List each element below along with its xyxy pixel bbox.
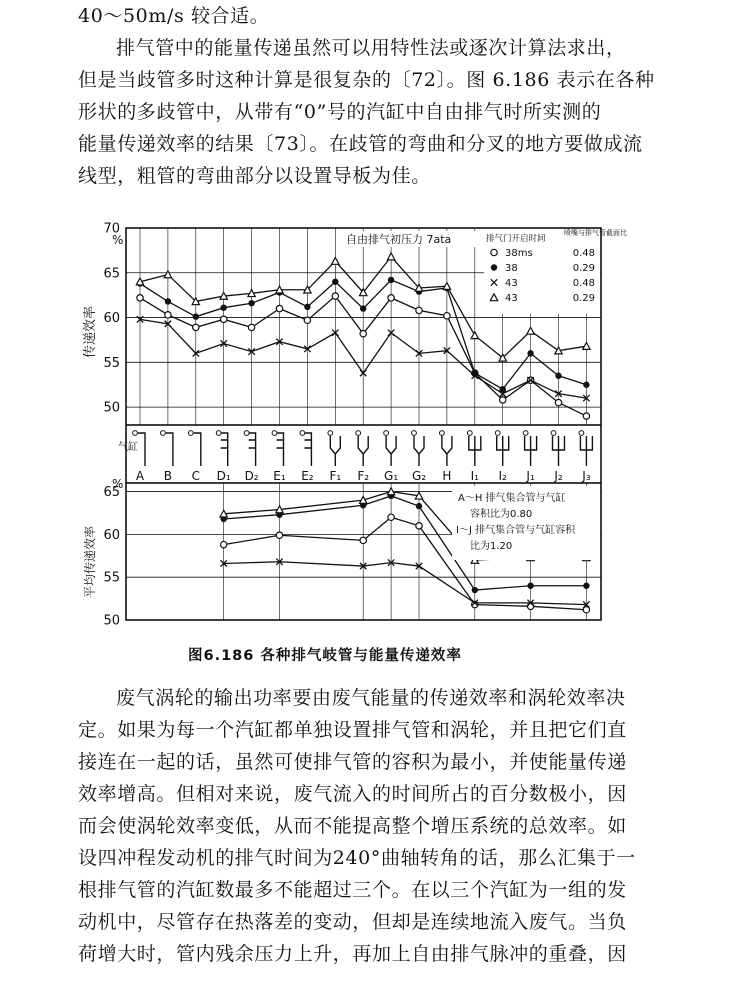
- cylinder-port: [579, 431, 584, 436]
- manifold-label: I₂: [498, 469, 507, 483]
- manifold-shape: [497, 436, 509, 466]
- data-point: [416, 523, 422, 529]
- cylinder-port: [356, 431, 361, 436]
- manifold-icon: [272, 431, 283, 466]
- y-tick-label: 55: [103, 570, 120, 586]
- y-axis-label: 平均传递效率: [83, 525, 97, 598]
- manifold-shape: [249, 433, 256, 466]
- data-point: [416, 307, 422, 313]
- text-line: 荷增大时，管内残余压力上升，再加上自由排气脉冲的重叠，因: [78, 943, 627, 965]
- annotation-ah: A～H 排气集合管与气缸: [458, 493, 566, 504]
- data-point: [388, 277, 394, 283]
- y-tick-label: 60: [103, 527, 120, 543]
- manifold-shape: [358, 436, 368, 466]
- manifold-label: C: [191, 469, 200, 483]
- legend-marker: [491, 264, 497, 270]
- manifold-shape: [330, 436, 340, 466]
- paragraph-top: [78, 0, 678, 192]
- manifold-label: J₂: [554, 469, 563, 483]
- cylinder-port: [523, 431, 528, 436]
- text-line: 但是当歧管多时这种计算是很复杂的〔72〕。图 6.186 表示在各种: [78, 69, 655, 91]
- manifold-shape: [277, 433, 284, 466]
- manifold-label: H: [442, 469, 452, 483]
- y-tick-label: 50: [103, 400, 120, 416]
- legend-header-time: 排气门开启时间: [486, 234, 546, 244]
- manifold-shape: [525, 436, 537, 466]
- manifold-label: D₁: [216, 469, 231, 483]
- cylinder-port: [384, 431, 389, 436]
- manifold-label: E₂: [301, 469, 314, 483]
- text-line: 40～50m/s 较合适。: [78, 5, 270, 27]
- data-point: [332, 257, 339, 264]
- legend-label: 43: [505, 293, 518, 304]
- data-point: [583, 343, 590, 350]
- manifold-shape: [138, 433, 145, 466]
- data-point: [471, 332, 478, 339]
- manifold-label: E₁: [273, 469, 286, 483]
- manifold-icon: [216, 431, 227, 466]
- legend-label: 43: [505, 278, 518, 289]
- paragraph-bottom: [78, 682, 678, 970]
- data-point: [360, 537, 366, 543]
- manifold-label: A: [135, 469, 145, 483]
- manifold-label: F₂: [357, 469, 370, 483]
- annotation-ij-ratio: 比为1.20: [470, 541, 513, 552]
- text-line: 而会使涡轮效率变低，从而不能提高整个增压系统的总效率。如: [78, 815, 627, 837]
- text-line: 动机中，尽管存在热落差的变动，但却是连续地流入废气。当负: [78, 911, 627, 933]
- data-point: [555, 399, 561, 405]
- cylinder-port: [412, 431, 417, 436]
- legend-ratio: 0.29: [572, 263, 595, 274]
- cylinder-port: [300, 431, 305, 436]
- manifold-shape: [166, 433, 173, 466]
- manifold-label: G₁: [384, 469, 399, 483]
- text-line: 排气管中的能量传递虽然可以用特性法或逐次计算法求出，: [116, 37, 626, 59]
- manifold-labels: [136, 469, 591, 483]
- data-point: [193, 313, 199, 319]
- series-2: [221, 559, 590, 608]
- manifold-icon: [328, 431, 340, 466]
- cylinder-port: [161, 431, 166, 436]
- manifold-shape: [469, 436, 481, 466]
- manifold-icon: [523, 431, 536, 466]
- data-point: [472, 587, 478, 593]
- text-line: 废气涡轮的输出功率要由废气能量的传递效率和涡轮效率决: [116, 687, 626, 709]
- manifold-shape: [442, 436, 452, 466]
- data-point: [221, 541, 227, 547]
- manifold-icon: [161, 431, 173, 466]
- y-tick-label: 55: [103, 355, 120, 371]
- figure-6-186: [80, 218, 640, 638]
- manifold-label: D₂: [244, 469, 259, 483]
- data-point: [388, 295, 394, 301]
- data-point: [360, 305, 366, 311]
- text-line: 效率增高。但相对来说，废气流入的时间所占的百分数极小，因: [78, 783, 627, 805]
- cylinder-port: [133, 431, 138, 436]
- data-point: [583, 413, 589, 419]
- data-point: [221, 316, 227, 322]
- data-point: [387, 253, 394, 260]
- cylinder-port: [244, 431, 249, 436]
- data-point: [165, 298, 171, 304]
- legend-ratio: 0.29: [572, 293, 595, 304]
- cylinder-port: [188, 431, 193, 436]
- cylinder-port: [467, 431, 472, 436]
- data-point: [221, 304, 227, 310]
- text-line: 能量传递效率的结果〔73〕。在歧管的弯曲和分叉的地方要做成流: [78, 133, 643, 155]
- manifold-label: I₁: [470, 469, 479, 483]
- data-point: [527, 603, 533, 609]
- cylinder-label: 气缸: [118, 442, 138, 453]
- annotation-ah-ratio: 容积比为0.80: [470, 509, 533, 520]
- data-point: [332, 279, 338, 285]
- figure-caption: 图6.186 各种排气岐管与能量传递效率: [188, 648, 462, 664]
- text-line: 接连在一起的话，虽然可使排气管的容积为最小，并使能量传递: [78, 751, 627, 773]
- y-tick-label: 70: [103, 221, 120, 237]
- text-line: 形状的多歧管中，从带有“0”号的汽缸中自由排气时所实测的: [78, 101, 602, 123]
- chart-energy-transfer-efficiency: [83, 222, 627, 426]
- manifold-label: J₃: [582, 469, 591, 483]
- manifold-shape: [580, 436, 592, 466]
- y-tick-label: 65: [103, 485, 120, 501]
- legend-label: 38: [505, 263, 518, 274]
- manifold-icon: [467, 431, 480, 466]
- manifold-shape: [304, 433, 311, 466]
- manifold-icon: [440, 431, 452, 466]
- data-point: [360, 330, 366, 336]
- y-axis-label: 传递效率: [83, 305, 98, 358]
- data-point: [137, 295, 143, 301]
- data-point: [416, 503, 422, 509]
- data-point: [500, 397, 506, 403]
- data-point: [444, 313, 450, 319]
- data-point: [276, 305, 282, 311]
- manifold-icon: [384, 431, 396, 466]
- manifold-label: B: [163, 469, 173, 483]
- data-point: [527, 350, 533, 356]
- text-line: 线型，粗管的弯曲部分以设置导板为佳。: [78, 165, 431, 187]
- data-point: [304, 317, 310, 323]
- cylinder-port: [551, 431, 556, 436]
- data-point: [248, 300, 254, 306]
- y-tick-label: 65: [103, 266, 120, 282]
- chart-average-transfer-efficiency: [82, 477, 601, 629]
- data-point: [388, 514, 394, 520]
- cylinder-port: [440, 431, 445, 436]
- manifold-icon: [300, 431, 311, 466]
- manifold-shape: [194, 433, 201, 466]
- text-line: 根排气管的汽缸数最多不能超过三个。在以三个汽缸为一组的发: [78, 879, 627, 901]
- manifold-diagram-strip: [118, 425, 601, 483]
- data-point: [527, 327, 534, 334]
- manifold-icon: [244, 431, 255, 466]
- text-line: 设四冲程发动机的排气时间为240°曲轴转角的话，那么汇集于一: [78, 847, 636, 869]
- manifold-icon: [188, 431, 200, 466]
- y-tick-label: 60: [103, 311, 120, 327]
- manifold-shape: [386, 436, 396, 466]
- data-point: [332, 293, 338, 299]
- data-point: [165, 312, 171, 318]
- y-unit-label: %: [112, 233, 124, 247]
- legend-ratio: 0.48: [572, 248, 595, 259]
- annotation-ij: I～J 排气集合管与气缸容积: [456, 525, 576, 536]
- legend-label: 38ms: [505, 248, 533, 259]
- manifold-icon: [356, 431, 368, 466]
- legend-ratio: 0.48: [572, 278, 595, 289]
- manifold-label: F₁: [329, 469, 342, 483]
- manifold-icon: [579, 431, 592, 466]
- y-tick-label: 50: [103, 613, 120, 629]
- data-point: [164, 271, 171, 278]
- manifold-icon: [495, 431, 508, 466]
- annotation-initial-pressure: 自由排气初压力 7ata: [346, 233, 452, 246]
- cylinder-port: [495, 431, 500, 436]
- y-axis: [103, 222, 120, 416]
- legend-header-ratio: 喷嘴与排气管截面比: [564, 229, 627, 237]
- y-axis: [103, 485, 120, 628]
- manifold-shape: [221, 433, 228, 466]
- manifold-label: G₂: [411, 469, 427, 483]
- cylinder-port: [328, 431, 333, 436]
- cylinder-port: [272, 431, 277, 436]
- legend: [484, 228, 627, 314]
- manifold-icon: [551, 431, 564, 466]
- data-point: [555, 373, 561, 379]
- cylinder-port: [216, 431, 221, 436]
- data-point: [248, 324, 254, 330]
- data-point: [583, 583, 589, 589]
- data-point: [193, 324, 199, 330]
- text-line: 定。如果为每一个汽缸都单独设置排气管和涡轮，并且把它们直: [78, 719, 627, 741]
- manifold-label: J₁: [526, 469, 535, 483]
- manifold-icon: [412, 431, 424, 466]
- data-point: [527, 583, 533, 589]
- data-point: [304, 304, 310, 310]
- y-unit-label: %: [112, 477, 124, 491]
- data-point: [276, 532, 282, 538]
- manifold-shape: [553, 436, 565, 466]
- legend-marker: [491, 249, 497, 255]
- manifold-icons: [133, 431, 593, 466]
- data-point: [583, 382, 589, 388]
- manifold-shape: [414, 436, 424, 466]
